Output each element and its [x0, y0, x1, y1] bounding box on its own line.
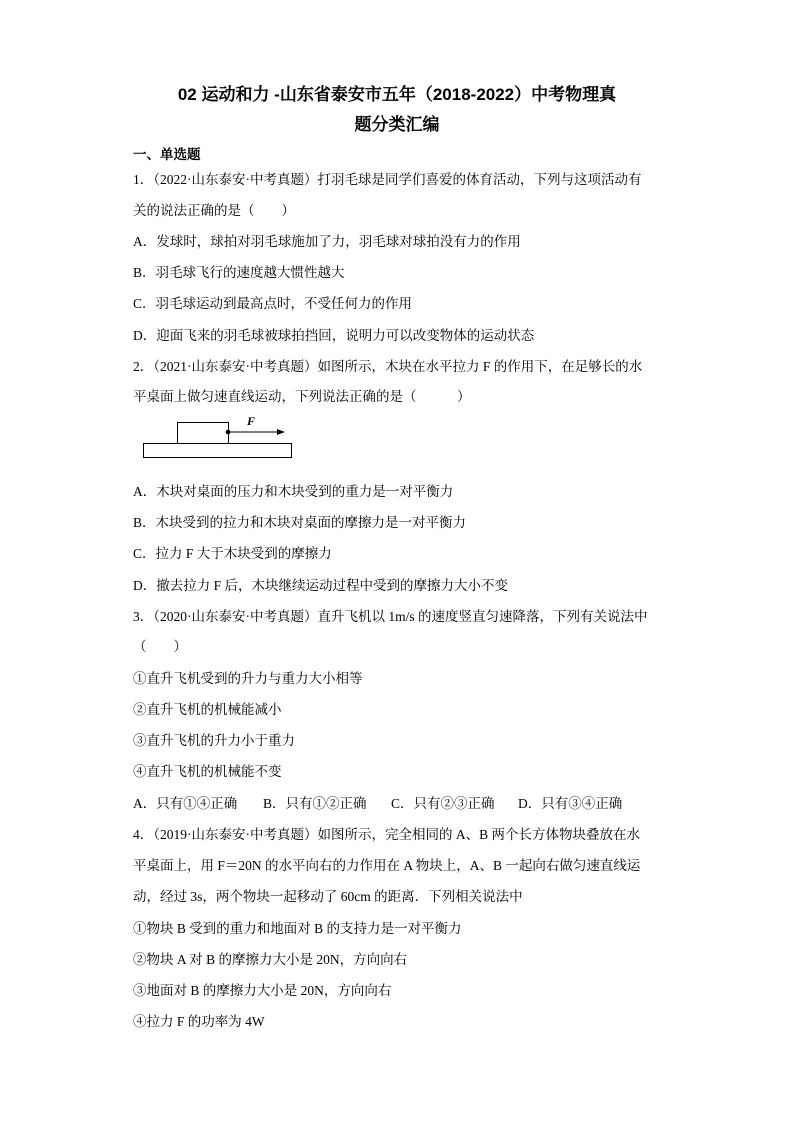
q4-statement-2: ②物块 A 对 B 的摩擦力大小是 20N，方向向右	[133, 952, 408, 967]
q4-statement-1: ①物块 B 受到的重力和地面对 B 的支持力是一对平衡力	[133, 921, 462, 936]
q4-statement-4: ④拉力 F 的功率为 4W	[133, 1014, 265, 1029]
q3-statement-3: ③直升飞机的升力小于重力	[133, 733, 295, 748]
q2-option-c: C．拉力 F 大于木块受到的摩擦力	[133, 546, 332, 561]
q3-option-c: C．只有②③正确	[391, 796, 495, 811]
q3-stem-cont: （ ）	[133, 639, 187, 654]
wooden-block	[178, 423, 229, 444]
q1-option-b: B．羽毛球飞行的速度越大惯性越大	[133, 265, 345, 280]
q3-option-d: D．只有③④正确	[518, 796, 623, 811]
q2-option-b: B．木块受到的拉力和木块对桌面的摩擦力是一对平衡力	[133, 515, 467, 530]
q1-option-c: C．羽毛球运动到最高点时，不受任何力的作用	[133, 296, 413, 311]
q3-option-b: B．只有①②正确	[263, 796, 367, 811]
q1-stem-cont: 关的说法正确的是（ ）	[133, 203, 295, 218]
q2-stem-cont: 平桌面上做匀速直线运动，下列说法正确的是（ ）	[133, 389, 471, 404]
force-label: F	[247, 414, 256, 428]
q3-statement-1: ①直升飞机受到的升力与重力大小相等	[133, 671, 363, 686]
q2-stem: 2．（2021·山东泰安·中考真题）如图所示，木块在水平拉力 F 的作用下，在足够长的水	[133, 359, 643, 374]
q1-stem: 1．（2022·山东泰安·中考真题）打羽毛球是同学们喜爱的体育活动，下列与这项活动有	[133, 172, 642, 187]
q3-stem: 3．（2020·山东泰安·中考真题）直升飞机以 1m/s 的速度竖直匀速降落，下列有关说法中	[133, 609, 648, 624]
q4-stem-cont: 平桌面上，用 F＝20N 的水平向右的力作用在 A 物块上，A、B 一起向右做匀速直线运	[133, 858, 641, 873]
q4-stem-cont2: 动，经过 3s，两个物块一起移动了 60cm 的距离．下列相关说法中	[133, 889, 523, 904]
q1-option-d: D．迎面飞来的羽毛球被球拍挡回，说明力可以改变物体的运动状态	[133, 328, 535, 343]
q3-statement-4: ④直升飞机的机械能不变	[133, 764, 282, 779]
q3-option-a: A．只有①④正确	[133, 796, 238, 811]
q4-statement-3: ③地面对 B 的摩擦力大小是 20N，方向向右	[133, 983, 392, 998]
q4-stem: 4．（2019·山东泰安·中考真题）如图所示，完全相同的 A、B 两个长方体物块叠放在水	[133, 827, 640, 842]
doc-title-line1: 02 运动和力 -山东省泰安市五年（2018-2022）中考物理真	[177, 85, 617, 104]
arrow-head-icon	[277, 429, 285, 435]
q2-option-a: A．木块对桌面的压力和木块受到的重力是一对平衡力	[133, 484, 454, 499]
section-heading: 一、单选题	[133, 147, 201, 162]
doc-title-line2: 题分类汇编	[354, 115, 440, 134]
q3-statement-2: ②直升飞机的机械能减小	[133, 702, 282, 717]
table-surface	[144, 444, 292, 458]
q1-option-a: A．发球时，球拍对羽毛球施加了力，羽毛球对球拍没有力的作用	[133, 234, 521, 249]
q2-option-d: D．撤去拉力 F 后，木块继续运动过程中受到的摩擦力大小不变	[133, 578, 509, 593]
